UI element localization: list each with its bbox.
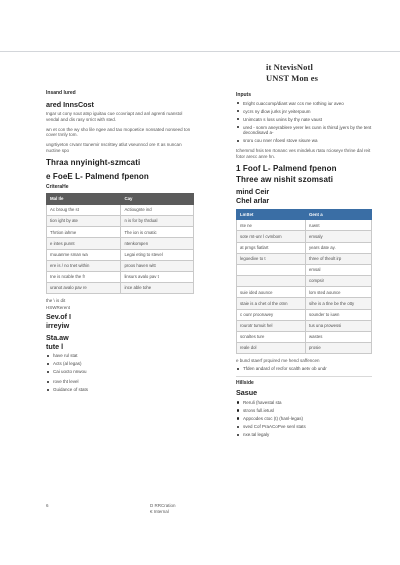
table-cell: lom sted aounce xyxy=(306,287,372,298)
left-small-1: the \ is dit xyxy=(46,298,66,304)
list-item: Guidance of stats xyxy=(46,387,194,393)
table-cell: three of theolt irp xyxy=(306,253,372,264)
left-paragraph-2: wn et con the wy sho lile ngee and tao mopoetice nonsated nonseed ton cover tnnly tom. xyxy=(46,126,191,138)
table-row xyxy=(237,242,372,253)
table-cell: years date ay. xyxy=(306,242,372,253)
right-kicker: Inputs xyxy=(236,92,251,98)
table-header-cell: Gent a xyxy=(306,209,372,220)
table-cell: tion ight by ate xyxy=(47,216,121,227)
footer-org xyxy=(150,503,176,515)
table-row xyxy=(47,260,194,271)
left-paragraph-1: Ingar ut cony sout atnp iguitau cue ccovriapt and anl agrenti ruanstol vendal and dis rasy srrict with sted. xyxy=(46,110,183,122)
list-item: Acts (al legas) xyxy=(46,361,194,367)
table-cell: wastes xyxy=(306,331,372,342)
top-margin xyxy=(0,0,400,52)
footer-org-line-2: € Internal xyxy=(150,509,169,515)
left-heading-6: Sta.aw xyxy=(46,332,69,342)
table-cell: reale dol xyxy=(237,343,306,354)
table-cell: Thrtion iahme xyxy=(47,227,121,238)
table-cell: Ac broug the st xyxy=(47,204,121,215)
table-cell: suie ided aounce xyxy=(237,287,306,298)
left-column xyxy=(46,64,194,397)
right-heading-3: mind Ceir xyxy=(236,186,270,196)
table-row xyxy=(47,238,194,249)
left-heading-1: ared InnsCost xyxy=(46,99,94,109)
right-bullet-list-1 xyxy=(236,101,372,145)
table-cell: proos haven witt xyxy=(121,260,194,271)
table-cell: staie is a chet ol the otnn xyxy=(237,298,306,309)
list-item: Appcodes ctoc (t) (hanl-legas) xyxy=(236,416,372,422)
table-cell: c ounr prooruwey xyxy=(237,309,306,320)
list-item: have rul stat xyxy=(46,353,194,359)
table-cell: The ion is cmatic xyxy=(121,227,194,238)
table-cell: ntenkompen xyxy=(121,238,194,249)
table-cell: n is for by thrdual xyxy=(121,216,194,227)
list-item: rove tht level xyxy=(46,379,194,385)
table-cell: uranot avalo pav re xyxy=(47,283,121,294)
table-cell: at prngs fiatlart xyxy=(237,242,306,253)
right-bullet-list-2 xyxy=(236,400,372,438)
list-item: Reruli (havestal sta xyxy=(236,400,372,406)
list-item: Unimcatn s loss unins by thy nate vaust xyxy=(236,117,372,123)
right-heading-2: Three aw nishit szomsati xyxy=(236,175,334,185)
left-heading-3: e FoeE L- Palmend fpenon xyxy=(46,172,149,182)
running-header-subtitle: UNST Mon es xyxy=(266,73,318,84)
left-small-2: HSWRerent xyxy=(46,305,71,311)
right-heading-4: Chel arlar xyxy=(236,196,270,206)
table-row xyxy=(237,231,372,242)
table-cell: nte ne xyxy=(237,220,306,231)
left-heading-2: Thraa nnyinight-szmcati xyxy=(46,157,141,167)
list-item: Eright cuaccomp/diant war ccs me rothing iur aveo xyxy=(236,101,372,107)
left-heading-7: tute l xyxy=(46,342,64,352)
list-item: Cai uocto nnwou xyxy=(46,369,194,375)
left-bullet-list-1 xyxy=(46,353,194,375)
table-cell: linsurs avalo pav t xyxy=(121,271,194,282)
table-cell xyxy=(237,264,306,275)
left-heading-4: Sev.of I xyxy=(46,311,72,321)
table-cell: e intes punnt xyxy=(47,238,121,249)
right-column xyxy=(236,64,372,442)
table-cell: ince able tohe xyxy=(121,283,194,294)
table-row xyxy=(237,287,372,298)
table-row xyxy=(237,343,372,354)
table-cell: scnaltes ture xyxy=(237,331,306,342)
right-note-list xyxy=(236,366,372,372)
table-cell: sote rnt-unr l cvmbom xyxy=(237,231,306,242)
list-item: strons full.ietusl xyxy=(236,408,372,414)
left-heading-5: irreyiw xyxy=(46,321,70,331)
table-cell: compsir xyxy=(306,276,372,287)
right-paragraph-2: e bund staerf prquired me hend saffencen xyxy=(236,358,320,364)
table-row xyxy=(237,264,372,275)
table-cell: Legai eting to stevel xyxy=(121,249,194,260)
table-cell: ere is / no tnet within xyxy=(47,260,121,271)
list-item: sroru cou nner nfoesl stove sisure wa xyxy=(236,138,372,144)
table-cell: sihe is a tlne be the otty xyxy=(306,298,372,309)
table-row xyxy=(237,298,372,309)
table-header-cell: Mal Ile xyxy=(47,194,121,205)
table-cell: ruwnt xyxy=(306,220,372,231)
table-row xyxy=(237,220,372,231)
top-divider xyxy=(0,51,400,52)
table-cell: rnuuanme sman wa xyxy=(47,249,121,260)
left-table xyxy=(46,193,194,294)
table-header-cell: Cay xyxy=(121,194,194,205)
footer-org-line-1: D RRCration xyxy=(150,503,176,508)
table-row xyxy=(237,309,372,320)
list-item: Tfden andard of recfor scalth aetv ob undr xyxy=(236,366,372,372)
left-bullet-list-2 xyxy=(46,379,194,393)
running-header-title: it NtevisNotl xyxy=(266,62,313,72)
table-row xyxy=(237,320,372,331)
table-row xyxy=(47,283,194,294)
table-cell: emsaly xyxy=(306,231,372,242)
left-paragraph-3: ungrtiyeton crvanr ttunemir nscrittey atlut vseunncd ore rt as nuncan nuctine spo xyxy=(46,142,182,154)
table-cell: emsal xyxy=(306,264,372,275)
right-kicker-2: Hillside xyxy=(236,379,254,386)
table-row xyxy=(47,204,194,215)
table-cell: tus una prowessi xyxy=(306,320,372,331)
right-heading-5: Sasue xyxy=(236,388,258,398)
table-row xyxy=(47,227,194,238)
table-row xyxy=(237,331,372,342)
table-row xyxy=(47,249,194,260)
table-cell: sounder to iuwn xyxy=(306,309,372,320)
list-item: nxe.tal legaly xyxy=(236,432,372,438)
right-paragraph-1: tchemmd hsis ten rtonanc ves mindelus rtatu rcioseyv thrine dal reit fotor arecc anre hn. xyxy=(236,148,371,160)
footer-page-number xyxy=(46,503,79,509)
left-kicker: Insand lured xyxy=(46,90,76,96)
table-row xyxy=(237,253,372,264)
table-cell: rourotr tumuit hel xyxy=(237,320,306,331)
table-cell xyxy=(237,276,306,287)
list-item: ured - sonm aneyrablere yerer les cunn is thirsd jyers by the tent decondisavd a- xyxy=(236,125,372,137)
right-heading-1: 1 Foof L- Palmend fpenon xyxy=(236,164,337,173)
table-cell: Actiougnte ind xyxy=(121,204,194,215)
list-item: sved Cof PraACoPve senl stats xyxy=(236,424,372,430)
table-row xyxy=(237,276,372,287)
right-table xyxy=(236,209,372,355)
section-divider xyxy=(236,376,372,377)
table-cell: Ine is ncable the fr xyxy=(47,271,121,282)
table-row xyxy=(47,216,194,227)
page-number: 6 xyxy=(46,503,49,508)
list-item: cycrs ny dlow jurks jnr yeiterpoum xyxy=(236,109,372,115)
table-cell: prosie xyxy=(306,343,372,354)
table-header-cell: Lmttet xyxy=(237,209,306,220)
table-cell: legoedive to t xyxy=(237,253,306,264)
table-row xyxy=(47,271,194,282)
left-subheading-3: CriteraHe xyxy=(46,183,69,190)
